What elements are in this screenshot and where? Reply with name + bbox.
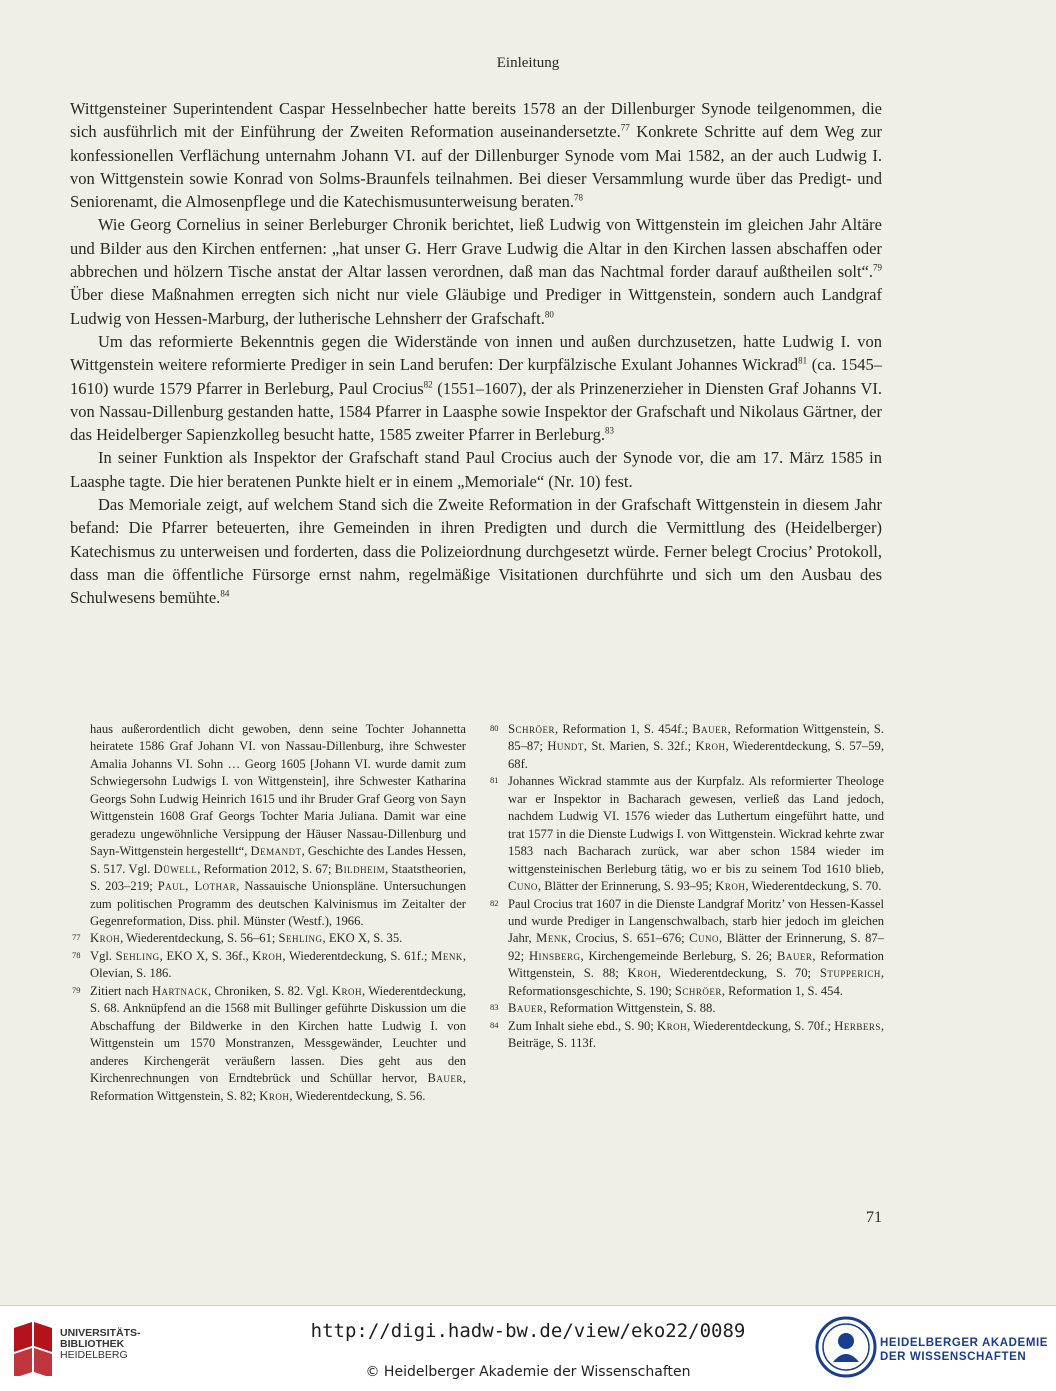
running-head: Einleitung <box>496 55 560 71</box>
footnotes-left-column <box>72 721 467 1105</box>
copyright-notice: © Heidelberger Akademie der Wissenschaften <box>365 1364 691 1380</box>
footnote-79: 79 Zitiert nach Hartnack, Chroniken, S. 82. Vgl. Kroh, Wiederentdeckung, S. 68. Anknüpfend an die 1568 mit Bullinger geführte Diskussion um die Abschaffung der Bildwerke in den Kirchen hatte Ludwig I. von Wittgenstein um 1570 Monstranzen, Messgewänder, Leuchter und anderes Kirchengerät veräußern lassen. Dies geht aus den Kirchenrechnungen von Erndtebrück und Schüllar hervor, Bauer, Reformation Wittgenstein, S. 82; Kroh, Wiederentdeckung, S. 56. <box>72 983 466 1103</box>
footnote-80: 80 Schröer, Reformation 1, S. 454f.; Bauer, Reformation Wittgenstein, S. 85–87; Hundt, St. Marien, S. 32f.; Kroh, Wiederentdeckung, S. 57–59, 68f. <box>490 722 885 771</box>
footnotes-right-column <box>490 721 885 1053</box>
permalink-url[interactable]: http://digi.hadw-bw.de/view/eko22/0089 <box>310 1320 746 1342</box>
main-text <box>70 97 882 610</box>
footnote-ref-81[interactable]: 81 <box>798 355 808 366</box>
footnote-ref-84[interactable]: 84 <box>220 588 230 599</box>
footnote-81: 81 Johannes Wickrad stammte aus der Kurpfalz. Als reformierter Theologe war er Inspektor in Bacharach gewesen, verließ das Land jedoch, nachdem Ludwig VI. 1576 wieder das Luthertum eingeführt hatte, und trat 1577 in die Dienste Ludwigs I. von Wittgenstein. Wickrad kehrte zwar 1583 nach Bacharach zurück, war aber schon 1584 wieder im wittgensteinischen Berleburg tätig, wo er bis zu seinem Tod 1610 blieb, Cuno, Blätter der Erinnerung, S. 93–95; Kroh, Wiederentdeckung, S. 70. <box>490 774 884 894</box>
footnote-77: 77 Kroh, Wiederentdeckung, S. 56–61; Sehling, EKO X, S. 35. <box>72 931 403 946</box>
footnote-78: 78 Vgl. Sehling, EKO X, S. 36f., Kroh, Wiederentdeckung, S. 61f.; Menk, Olevian, S. 186. <box>72 948 467 981</box>
paragraph-3: Um das reformierte Bekenntnis gegen die Widerstände von innen und außen durchzusetzen, hatte Ludwig I. von Wittgenstein weitere reformierte Prediger in sein Land berufen: Der kurpfälzische Exulant Johannes Wickrad$^{81}$ (ca. 1545–1610) wurde 1579 Pfarrer in Berleburg, Paul Crocius$^{82}$ (1551–1607), der als Prinzenerzieher in Diensten Graf Johanns VI. von Nassau-Dillenburg gestanden hatte, 1584 Pfarrer in Laasphe sowie Inspektor der Grafschaft und Nikolaus Gärtner, der das Heidelberger Sapienzkolleg besucht hatte, 1585 zweiter Pfarrer in Berleburg.$^{83}$ <box>70 331 882 445</box>
footnote-continued: haus außerordentlich dicht gewoben, denn seine Tochter Johannetta heiratete 1586 Graf Johann VI. von Nassau-Dillenburg, ihre Schwester Amalia Johanns VI. Sohn … Georg 1605 [Johann VI. wurde damit zum Schwiegersohn Ludwigs I. von Wittgenstein], ihre Schwester Katharina Georgs Sohn Ludwig Heinrich 1615 und ihr Bruder Graf Georg von Sayn Wittgenstein 1608 Graf Georgs Tochter Maria Juliana. Damit war eine geradezu ungewöhnliche Versippung der Häuser Nassau-Dillenburg und Sayn-Wittgenstein hergestellt“, Demandt, Geschichte des Landes Hessen, S. 517. Vgl. Düwell, Reformation 2012, S. 67; Bildheim, Staatstheorien, S. 203–219; Paul, Lothar, Nassauische Unionspläne. Untersuchungen zum politischen Programm des deutschen Kalvinismus im Zeitalter der Gegenreformation, Diss. phil. Münster (Westf.), 1966. <box>90 722 467 928</box>
paragraph-2: Wie Georg Cornelius in seiner Berleburger Chronik berichtet, ließ Ludwig von Wittgenstein im gleichen Jahr Altäre und Bilder aus den Kirchen entfernen: „hat unser G. Herr Grave Ludwig die Altar in den Kirchen lassen abschaffen oder abbrechen und hölzern Tische anstat der Altar lassen verordnen, daß man das Nachtmal forder darauf außtheilen solt“.$^{79}$ Über diese Maßnahmen erregten sich nicht nur viele Gläubige und Prediger in Wittgenstein, sondern auch Landgraf Ludwig von Hessen-Marburg, der lutherische Lehnsherr der Grafschaft.$^{80}$ <box>70 215 882 328</box>
academy-seal-icon[interactable] <box>815 1316 877 1382</box>
footnote-ref-79[interactable]: 79 <box>873 262 882 273</box>
footnote-ref-77[interactable]: 77 <box>620 122 630 133</box>
paragraph-5: Das Memoriale zeigt, auf welchem Stand sich die Zweite Reformation in der Grafschaft Wittgenstein in diesem Jahr befand: Die Pfarrer beteuerten, ihre Gemeinden in ihren Predigten und durch die Vermittlung des (Heidelberger) Katechismus zu unterweisen und forderten, dass die Polizeiordnung durchgesetzt würde. Ferner belegt Crocius’ Protokoll, dass man die öffentliche Fürsorge ernst nahm, regelmäßige Visitationen durchführte und sich um den Ausbau des Schulwesens bemühte.$^{84}$ <box>70 495 882 608</box>
footnote-84: 84 Zum Inhalt siehe ebd., S. 90; Kroh, Wiederentdeckung, S. 70f.; Herbers, Beiträge, S. 113f. <box>490 1018 885 1051</box>
footnote-ref-83[interactable]: 83 <box>605 425 614 436</box>
footnote-ref-78[interactable]: 78 <box>574 192 584 203</box>
paragraph-1: Wittgensteiner Superintendent Caspar Hesselnbecher hatte bereits 1578 an der Dillenburger Synode teilgenommen, die sich ausführlich mit der Einführung der Zweiten Reformation auseinandersetzte.$^{77}$ Konkrete Schritte auf dem Weg zur konfessionellen Verflächung unternahm Johann VI. auf der Dillenburger Synode vom Mai 1582, an der auch Ludwig I. von Wittgenstein sowie Konrad von Solms-Braunfels teilnahmen. Bei dieser Versammlung wurde über das Predigt- und Seniorenamt, die Almosenpflege und die Katechismusunterweisung beraten.$^{78}$ <box>70 99 882 212</box>
footnote-ref-80[interactable]: 80 <box>544 309 554 320</box>
footnote-83: 83 Bauer, Reformation Wittgenstein, S. 88. <box>490 1001 716 1016</box>
footnote-ref-82[interactable]: 82 <box>423 379 433 390</box>
viewer-footer <box>0 1305 1056 1391</box>
page-number: 71 <box>866 1209 882 1226</box>
academy-name: HEIDELBERGER AKADEMIE DER WISSENSCHAFTEN <box>880 1337 1049 1363</box>
footnote-82: 82 Paul Crocius trat 1607 in die Dienste Landgraf Moritz’ von Hessen-Kassel und wurde Prediger in Langenschwalbach, starb hier jedoch im gleichen Jahr, Menk, Crocius, S. 651–676; Cuno, Blätter der Erinnerung, S. 87–92; Hinsberg, Kirchengemeinde Berleburg, S. 26; Bauer, Reformation Wittgenstein, S. 88; Kroh, Wiederentdeckung, S. 70; Stupperich, Reformationsgeschichte, S. 190; Schröer, Reformation 1, S. 454. <box>490 896 884 998</box>
paragraph-4: In seiner Funktion als Inspektor der Grafschaft stand Paul Crocius auch der Synode vor, die am 17. März 1585 in Laasphe tagte. Die hier beratenen Punkte hielt er in einem „Memoriale“ (Nr. 10) fest. <box>70 448 882 491</box>
university-library-name: UNIVERSITÄTS- BIBLIOTHEK HEIDELBERG <box>60 1327 141 1361</box>
